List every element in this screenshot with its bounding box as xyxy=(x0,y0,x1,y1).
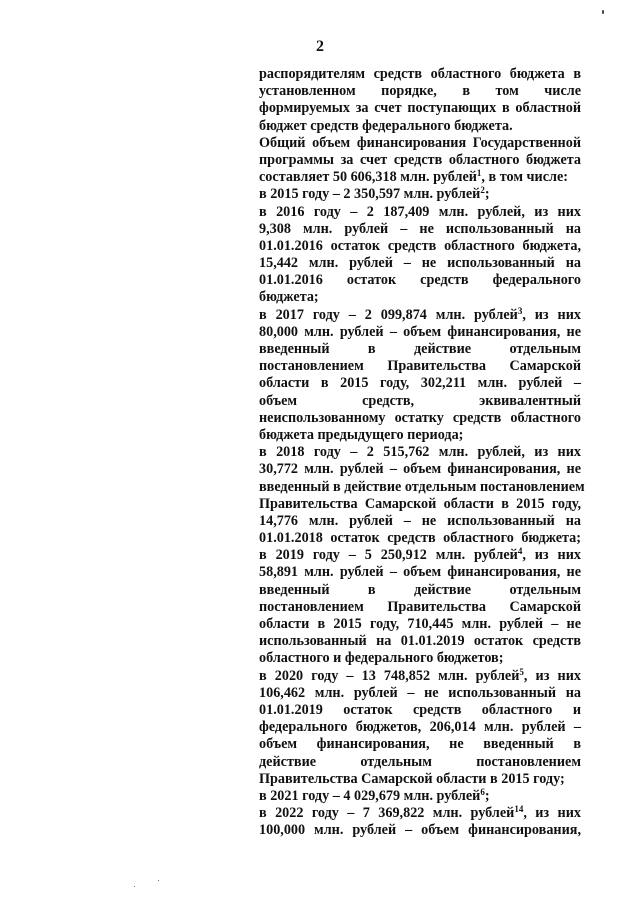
line-text: 58,891 млн. рублей – объем финансирования, не xyxy=(259,564,581,581)
line-text: использованный на 01.01.2019 остаток средств xyxy=(259,633,581,650)
line-text: введенный в действие отдельным постановлением xyxy=(259,478,585,495)
line-text: составляет 50 606,318 млн. рублей xyxy=(259,169,477,186)
line-text: области в 2015 году, 302,211 млн. рублей – xyxy=(259,375,581,392)
line-text: в 2020 году – 13 748,852 млн. рублей xyxy=(259,667,520,684)
line-text: бюджета; xyxy=(259,289,319,306)
text-line xyxy=(259,530,581,547)
text-line xyxy=(259,393,581,410)
line-text: Правительства Самарской области в 2015 году; xyxy=(259,770,565,787)
text-line xyxy=(259,668,581,685)
text-line xyxy=(259,771,581,788)
body-text xyxy=(259,66,585,839)
text-line xyxy=(259,582,581,599)
text-line xyxy=(259,616,581,633)
text-line xyxy=(259,221,581,238)
line-text: в 2016 году – 2 187,409 млн. рублей, из них xyxy=(259,203,581,220)
line-text: в 2018 году – 2 515,762 млн. рублей, из них xyxy=(259,444,581,461)
scan-mark xyxy=(602,10,604,14)
line-text: формируемых за счет поступающих в областной xyxy=(259,100,581,117)
line-text: введенный в действие отдельным xyxy=(259,581,581,598)
text-line xyxy=(259,66,581,83)
line-text: 01.01.2019 остаток средств областного и xyxy=(259,701,581,718)
text-line xyxy=(259,255,581,272)
text-line xyxy=(259,100,581,117)
text-line xyxy=(259,289,581,306)
line-text: в 2015 году – 2 350,597 млн. рублей xyxy=(259,186,481,203)
text-line xyxy=(259,496,581,513)
line-text: областного и федерального бюджетов; xyxy=(259,650,504,667)
text-line xyxy=(259,238,581,255)
line-text: введенный в действие отдельным xyxy=(259,341,581,357)
footnote-ref: 5 xyxy=(519,666,524,677)
text-line xyxy=(259,599,581,616)
footnote-ref: 4 xyxy=(517,546,523,557)
text-line xyxy=(259,650,581,667)
text-line xyxy=(259,83,581,100)
text-line xyxy=(259,754,581,771)
text-line xyxy=(259,375,581,392)
line-text: в 2017 году – 2 099,874 млн. рублей xyxy=(259,306,518,323)
text-line xyxy=(259,685,581,702)
text-line xyxy=(259,324,581,341)
line-text: 100,000 млн. рублей – объем финансирования, xyxy=(259,822,581,839)
text-line xyxy=(259,341,581,358)
footnote-ref: 14 xyxy=(514,804,524,815)
line-text: бюджета предыдущего периода; xyxy=(259,426,464,443)
footnote-ref: 1 xyxy=(476,168,482,179)
text-line xyxy=(259,444,581,461)
text-line xyxy=(259,410,581,427)
text-line xyxy=(259,152,581,169)
footnote-ref: 3 xyxy=(517,305,523,316)
line-text: 15,442 млн. рублей – не использованный на xyxy=(259,255,581,272)
line-text: Правительства Самарской области в 2015 году, xyxy=(259,495,581,512)
line-text: действие отдельным постановлением xyxy=(259,753,581,770)
text-line xyxy=(259,478,585,496)
text-line xyxy=(259,719,581,736)
line-text-tail: ; xyxy=(484,787,490,804)
text-line xyxy=(259,204,581,221)
footnote-ref: 6 xyxy=(480,786,485,797)
line-text: 30,772 млн. рублей – объем финансирования, не xyxy=(259,461,581,478)
text-line xyxy=(259,461,581,478)
line-text-tail: ; xyxy=(484,186,490,203)
line-text-tail: , из них xyxy=(522,547,581,564)
text-line xyxy=(259,633,581,650)
line-text-tail: , из них xyxy=(523,805,581,822)
line-text: 80,000 млн. рублей – объем финансирования, не xyxy=(259,323,581,340)
line-text-tail: , из них xyxy=(523,667,581,684)
line-text: программы за счет средств областного бюджета xyxy=(259,151,581,168)
line-text: бюджет средств федерального бюджета. xyxy=(259,117,513,134)
line-text: 106,462 млн. рублей – не использованный на xyxy=(259,684,581,701)
line-text: в 2021 году – 4 029,679 млн. рублей xyxy=(259,787,481,804)
text-line xyxy=(259,702,581,719)
line-text: области в 2015 году, 710,445 млн. рублей – не xyxy=(259,616,581,632)
line-text: объем средств, эквивалентный xyxy=(259,392,581,409)
line-text: объем финансирования, не введенный в xyxy=(259,736,581,753)
line-text: распорядителям средств областного бюджета в xyxy=(259,66,581,82)
page-number: 2 xyxy=(316,38,324,55)
line-text-tail: , из них xyxy=(522,306,581,323)
text-line xyxy=(259,513,581,530)
text-line xyxy=(259,788,581,805)
line-text: 14,776 млн. рублей – не использованный на xyxy=(259,512,581,529)
line-text-tail: , в том числе: xyxy=(481,169,568,186)
text-line xyxy=(259,822,581,839)
text-line xyxy=(259,135,581,152)
line-text: 01.01.2016 остаток средств областного бюджета, xyxy=(259,237,581,254)
line-text: постановлением Правительства Самарской xyxy=(259,598,581,615)
text-line xyxy=(259,272,581,289)
line-text: установленном порядке, в том числе xyxy=(259,83,581,100)
text-line xyxy=(259,805,581,822)
text-line xyxy=(259,427,581,444)
text-line xyxy=(259,307,581,324)
text-line xyxy=(259,169,581,186)
footnote-ref: 2 xyxy=(480,185,485,196)
scan-mark xyxy=(158,880,159,881)
line-text: 01.01.2016 остаток средств федерального xyxy=(259,272,581,289)
text-line xyxy=(259,358,581,375)
line-text: 01.01.2018 остаток средств областного бюджета; xyxy=(259,530,581,547)
text-line xyxy=(259,118,581,135)
line-text: неиспользованному остатку средств областного xyxy=(259,409,581,426)
text-line xyxy=(259,547,581,564)
line-text: постановлением Правительства Самарской xyxy=(259,358,581,375)
scan-mark xyxy=(134,886,135,887)
line-text: 9,308 млн. рублей – не использованный на xyxy=(259,220,581,237)
text-line xyxy=(259,186,581,203)
text-line xyxy=(259,564,581,581)
line-text: Общий объем финансирования Государственной xyxy=(259,134,581,151)
line-text: в 2022 году – 7 369,822 млн. рублей xyxy=(259,805,515,822)
line-text: в 2019 году – 5 250,912 млн. рублей xyxy=(259,547,518,564)
text-line xyxy=(259,736,581,753)
line-text: федерального бюджетов, 206,014 млн. рублей – xyxy=(259,719,581,736)
